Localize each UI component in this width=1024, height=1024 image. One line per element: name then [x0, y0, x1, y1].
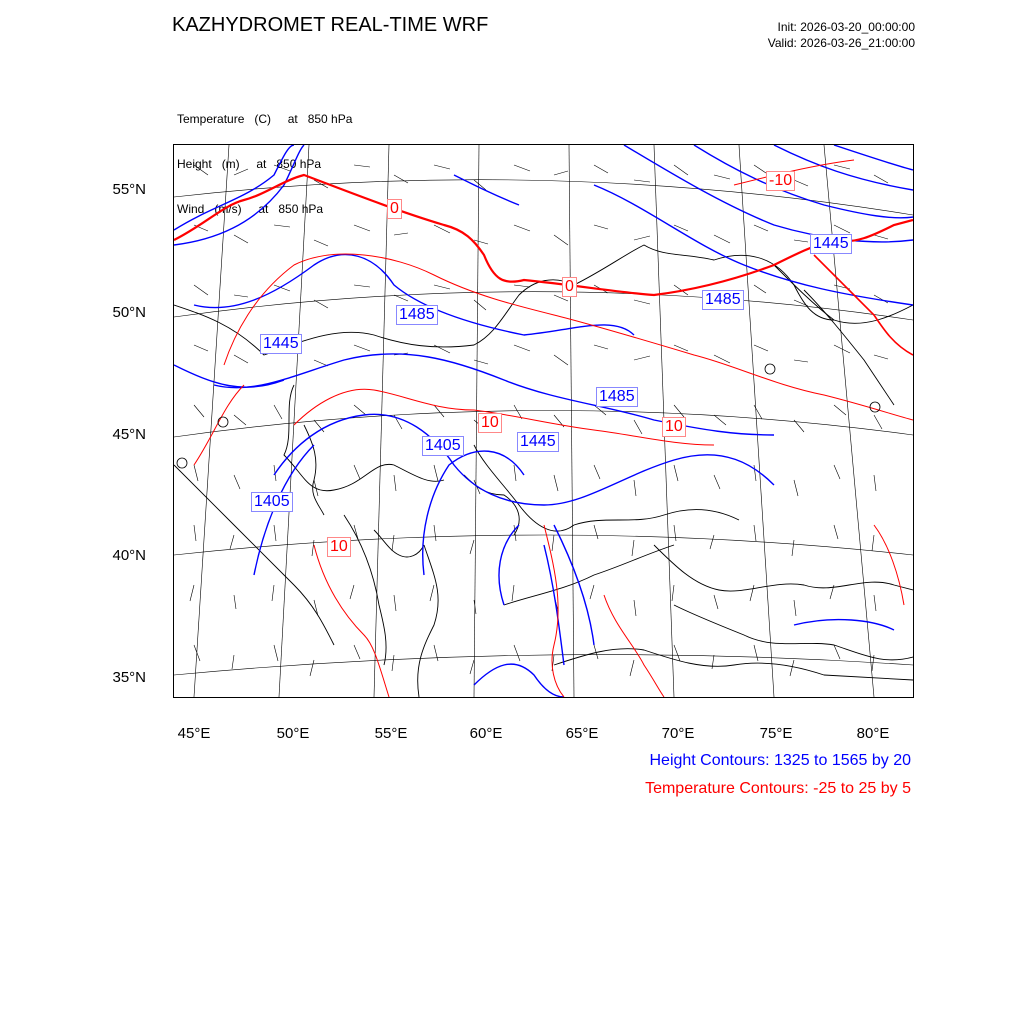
lon-label-80: 80°E: [856, 725, 890, 742]
map-frame: [173, 144, 914, 698]
temp-label-minus-10: -10: [766, 171, 795, 191]
lon-label-60: 60°E: [469, 725, 503, 742]
temp-label-10-east: 10: [662, 417, 686, 437]
lat-label-50: 50°N: [112, 304, 146, 321]
temp-label-0: 0: [387, 199, 402, 219]
time-info: [768, 19, 915, 51]
temperature-contours: [174, 160, 913, 697]
temperature-legend: Temperature Contours: -25 to 25 by 5: [645, 780, 911, 797]
height-contours: [174, 145, 913, 697]
map-title: KAZHYDROMET REAL-TIME WRF: [172, 14, 489, 36]
height-label-1445-east: 1445: [810, 234, 852, 254]
lon-label-70: 70°E: [661, 725, 695, 742]
field-height: Height (m) at 850 hPa: [177, 157, 322, 171]
height-label-1485-center: 1485: [596, 387, 638, 407]
lat-label-45: 45°N: [112, 426, 146, 443]
lon-label-45: 45°E: [177, 725, 211, 742]
lon-label-65: 65°E: [565, 725, 599, 742]
lon-label-50: 50°E: [276, 725, 310, 742]
map-canvas: [174, 145, 913, 697]
lat-label-35: 35°N: [112, 669, 146, 686]
graticule: [174, 145, 913, 697]
lon-label-75: 75°E: [759, 725, 793, 742]
height-label-1405-west: 1405: [251, 492, 293, 512]
temp-label-10: 10: [478, 413, 502, 433]
lon-label-55: 55°E: [374, 725, 408, 742]
lat-label-55: 55°N: [112, 181, 146, 198]
temp-label-10-west: 10: [327, 537, 351, 557]
field-wind: Wind (m/s) at 850 hPa: [177, 202, 324, 216]
valid-time: Valid: 2026-03-26_21:00:00: [767, 36, 915, 50]
height-label-1445: 1445: [260, 334, 302, 354]
height-label-1445-center: 1445: [517, 432, 559, 452]
init-time: Init: 2026-03-20_00:00:00: [777, 20, 915, 34]
field-temperature: Temperature (C) at 850 hPa: [177, 112, 353, 126]
lat-label-40: 40°N: [112, 547, 146, 564]
temp-label-0-east: 0: [562, 277, 577, 297]
height-label-1405: 1405: [422, 436, 464, 456]
height-label-1485: 1485: [396, 305, 438, 325]
height-label-1485-east: 1485: [702, 290, 744, 310]
height-legend: Height Contours: 1325 to 1565 by 20: [649, 752, 911, 769]
